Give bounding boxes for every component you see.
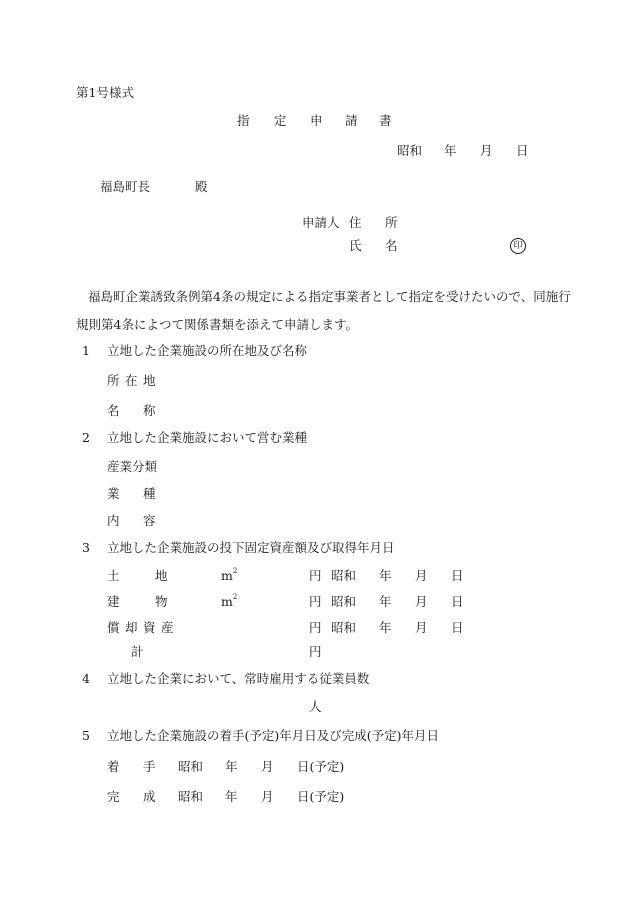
address-char: 所 xyxy=(385,215,398,230)
field-industry-class: 産業分類 xyxy=(107,459,158,474)
date-day: 日 xyxy=(451,568,464,583)
item-number: 1 xyxy=(82,343,90,358)
field-content-char: 容 xyxy=(143,513,156,528)
area-unit: $m^2$ xyxy=(221,567,238,583)
item-title: 立地した企業において、常時雇用する従業員数 xyxy=(107,671,370,686)
date-day: 日 xyxy=(451,594,464,609)
date-year: 年 xyxy=(225,789,238,804)
date-era: 昭和 xyxy=(178,789,204,804)
date-year: 年 xyxy=(225,759,238,774)
form-number: 第1号様式 xyxy=(76,85,134,100)
date-era: 昭和 xyxy=(397,143,423,158)
yen-unit: 円 xyxy=(309,568,322,583)
date-day: 日 xyxy=(516,143,529,158)
field-location-char: 地 xyxy=(143,373,156,388)
schedule-label-char: 成 xyxy=(143,789,156,804)
date-month: 月 xyxy=(261,789,274,804)
date-month: 月 xyxy=(415,568,428,583)
item-number: 5 xyxy=(82,728,90,743)
asset-label-char: 土 xyxy=(107,568,120,583)
yen-unit: 円 xyxy=(309,620,322,635)
date-month: 月 xyxy=(415,620,428,635)
field-name-char: 称 xyxy=(143,403,156,418)
asset-label-char: 物 xyxy=(155,594,168,609)
asset-label-char: 却 xyxy=(125,620,138,635)
date-day: 日(予定) xyxy=(297,789,345,804)
date-month: 月 xyxy=(415,594,428,609)
addressee-honorific: 殿 xyxy=(195,179,208,194)
area-unit: $m^2$ xyxy=(221,593,238,609)
title-char: 指 xyxy=(237,113,250,128)
date-year: 年 xyxy=(444,143,457,158)
employee-unit: 人 xyxy=(309,699,322,714)
title-char: 申 xyxy=(310,113,323,128)
applicant-label: 申請人 xyxy=(302,215,340,230)
date-era: 昭和 xyxy=(178,759,204,774)
field-business-char: 業 xyxy=(107,486,120,501)
seal-icon: 印 xyxy=(510,238,526,254)
asset-label-char: 産 xyxy=(161,620,174,635)
field-location-char: 所 xyxy=(107,373,120,388)
item-title: 立地した企業施設の投下固定資産額及び取得年月日 xyxy=(107,540,395,555)
schedule-label-char: 着 xyxy=(107,759,120,774)
title-char: 請 xyxy=(345,113,358,128)
item-number: 4 xyxy=(82,671,90,686)
date-era: 昭和 xyxy=(331,620,357,635)
date-month: 月 xyxy=(480,143,493,158)
addressee-name: 福島町長 xyxy=(100,179,151,194)
name-char: 氏 xyxy=(349,238,362,253)
name-char: 名 xyxy=(385,238,398,253)
date-day: 日 xyxy=(451,620,464,635)
date-day: 日(予定) xyxy=(297,759,345,774)
date-year: 年 xyxy=(379,594,392,609)
yen-unit: 円 xyxy=(309,594,322,609)
item-title: 立地した企業施設において営む業種 xyxy=(107,430,308,445)
asset-label-char: 償 xyxy=(107,620,120,635)
date-era: 昭和 xyxy=(331,594,357,609)
date-year: 年 xyxy=(379,620,392,635)
yen-unit: 円 xyxy=(309,644,322,659)
total-label: 計 xyxy=(131,644,144,659)
schedule-label-char: 完 xyxy=(107,789,120,804)
field-content-char: 内 xyxy=(107,513,120,528)
field-location-char: 在 xyxy=(125,373,138,388)
date-era: 昭和 xyxy=(331,568,357,583)
item-title: 立地した企業施設の着手(予定)年月日及び完成(予定)年月日 xyxy=(107,728,440,743)
address-char: 住 xyxy=(349,215,362,230)
title-char: 書 xyxy=(379,113,392,128)
date-year: 年 xyxy=(379,568,392,583)
item-number: 3 xyxy=(82,540,90,555)
asset-label-char: 資 xyxy=(143,620,156,635)
item-title: 立地した企業施設の所在地及び名称 xyxy=(107,343,308,358)
field-business-char: 種 xyxy=(143,486,156,501)
date-month: 月 xyxy=(261,759,274,774)
asset-label-char: 地 xyxy=(155,568,168,583)
field-name-char: 名 xyxy=(107,403,120,418)
schedule-label-char: 手 xyxy=(143,759,156,774)
intro-line-1: 福島町企業誘致条例第4条の規定による指定事業者として指定を受けたいので、同施行 xyxy=(88,289,571,304)
title-char: 定 xyxy=(274,113,287,128)
intro-line-2: 規則第4条によつて関係書類を添えて申請します。 xyxy=(76,317,358,332)
asset-label-char: 建 xyxy=(107,594,120,609)
item-number: 2 xyxy=(82,430,90,445)
